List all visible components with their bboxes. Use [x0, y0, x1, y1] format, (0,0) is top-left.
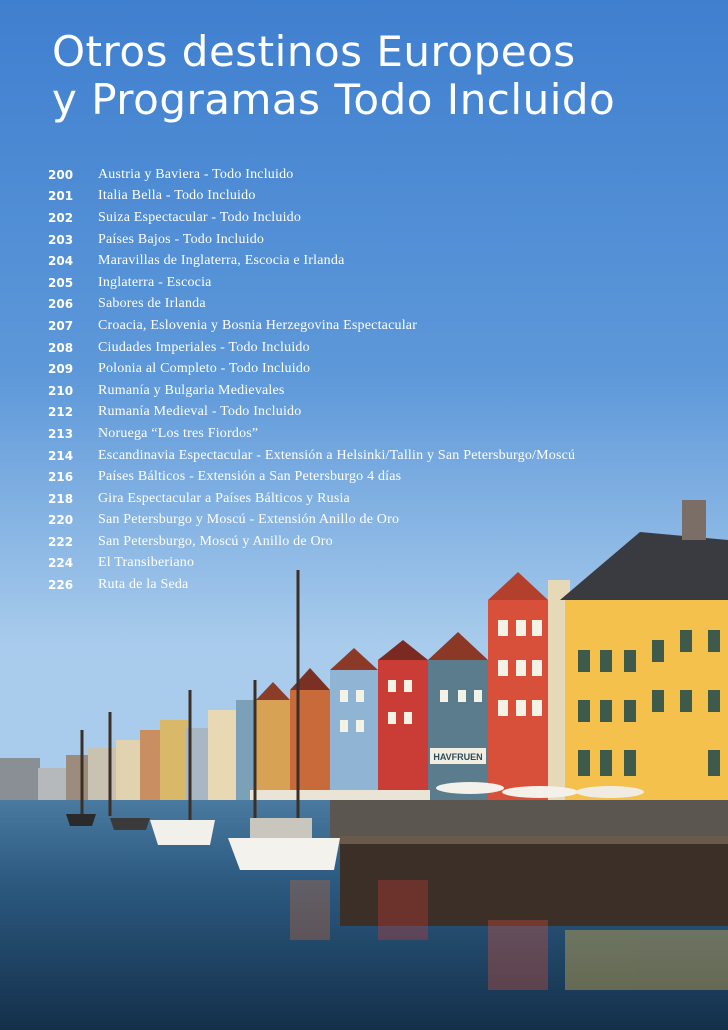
list-item	[48, 186, 575, 208]
page-number: 213	[48, 426, 74, 441]
list-item	[48, 553, 575, 575]
shop-sign-text: HAVFRUEN	[433, 752, 483, 762]
page-number: 220	[48, 513, 74, 528]
program-name: Polonia al Completo - Todo Incluido	[98, 361, 311, 377]
page-number: 212	[48, 405, 74, 420]
list-item	[48, 207, 575, 229]
list-item	[48, 229, 575, 251]
page-number: 201	[48, 189, 74, 204]
title-line-1: Otros destinos Europeos	[52, 27, 576, 76]
program-name: San Petersburgo, Moscú y Anillo de Oro	[98, 533, 333, 549]
page-number: 202	[48, 210, 74, 225]
page-number: 207	[48, 318, 74, 333]
list-item	[48, 488, 575, 510]
list-item	[48, 272, 575, 294]
program-name: Ruta de la Seda	[98, 577, 189, 593]
page-number: 206	[48, 297, 74, 312]
page-number: 209	[48, 362, 74, 377]
page-number: 208	[48, 340, 74, 355]
program-name: San Petersburgo y Moscú - Extensión Anillo de Oro	[98, 512, 400, 528]
list-item	[48, 294, 575, 316]
program-name: Maravillas de Inglaterra, Escocia e Irlanda	[98, 253, 345, 269]
page-number: 203	[48, 232, 74, 247]
program-name: Austria y Baviera - Todo Incluido	[98, 166, 294, 182]
program-name: Croacia, Eslovenia y Bosnia Herzegovina Espectacular	[98, 317, 418, 333]
list-item	[48, 531, 575, 553]
list-item	[48, 445, 575, 467]
page-number: 214	[48, 448, 74, 463]
list-item	[48, 315, 575, 337]
program-name: Gira Espectacular a Países Bálticos y Rusia	[98, 490, 350, 506]
program-name: Inglaterra - Escocia	[98, 274, 212, 290]
page-title	[52, 28, 615, 124]
list-item	[48, 164, 575, 186]
page-number: 222	[48, 534, 74, 549]
program-name: El Transiberiano	[98, 555, 195, 571]
list-item	[48, 337, 575, 359]
program-name: Rumanía Medieval - Todo Incluido	[98, 404, 302, 420]
list-item	[48, 423, 575, 445]
list-item	[48, 380, 575, 402]
list-item	[48, 358, 575, 380]
list-item	[48, 510, 575, 532]
list-item	[48, 466, 575, 488]
program-name: Ciudades Imperiales - Todo Incluido	[98, 339, 310, 355]
page-number: 218	[48, 491, 74, 506]
page-number: 224	[48, 556, 74, 571]
page-number: 205	[48, 275, 74, 290]
page-number: 216	[48, 470, 74, 485]
list-item	[48, 574, 575, 596]
program-name: Sabores de Irlanda	[98, 296, 206, 312]
program-name: Italia Bella - Todo Incluido	[98, 188, 256, 204]
page-number: 226	[48, 578, 74, 593]
title-line-2: y Programas Todo Incluido	[52, 75, 616, 124]
page-number: 200	[48, 167, 74, 182]
program-name: Países Bajos - Todo Incluido	[98, 231, 265, 247]
list-item	[48, 250, 575, 272]
page-number: 204	[48, 254, 74, 269]
page-number: 210	[48, 383, 74, 398]
list-item	[48, 402, 575, 424]
program-name: Rumanía y Bulgaria Medievales	[98, 382, 285, 398]
program-name: Países Bálticos - Extensión a San Petersburgo 4 días	[98, 469, 402, 485]
program-name: Suiza Espectacular - Todo Incluido	[98, 209, 302, 225]
program-name: Noruega “Los tres Fiordos”	[98, 425, 259, 441]
program-list	[48, 164, 575, 596]
quay	[330, 800, 728, 840]
program-name: Escandinavia Espectacular - Extensión a Helsinki/Tallin y San Petersburgo/Moscú	[98, 447, 576, 463]
